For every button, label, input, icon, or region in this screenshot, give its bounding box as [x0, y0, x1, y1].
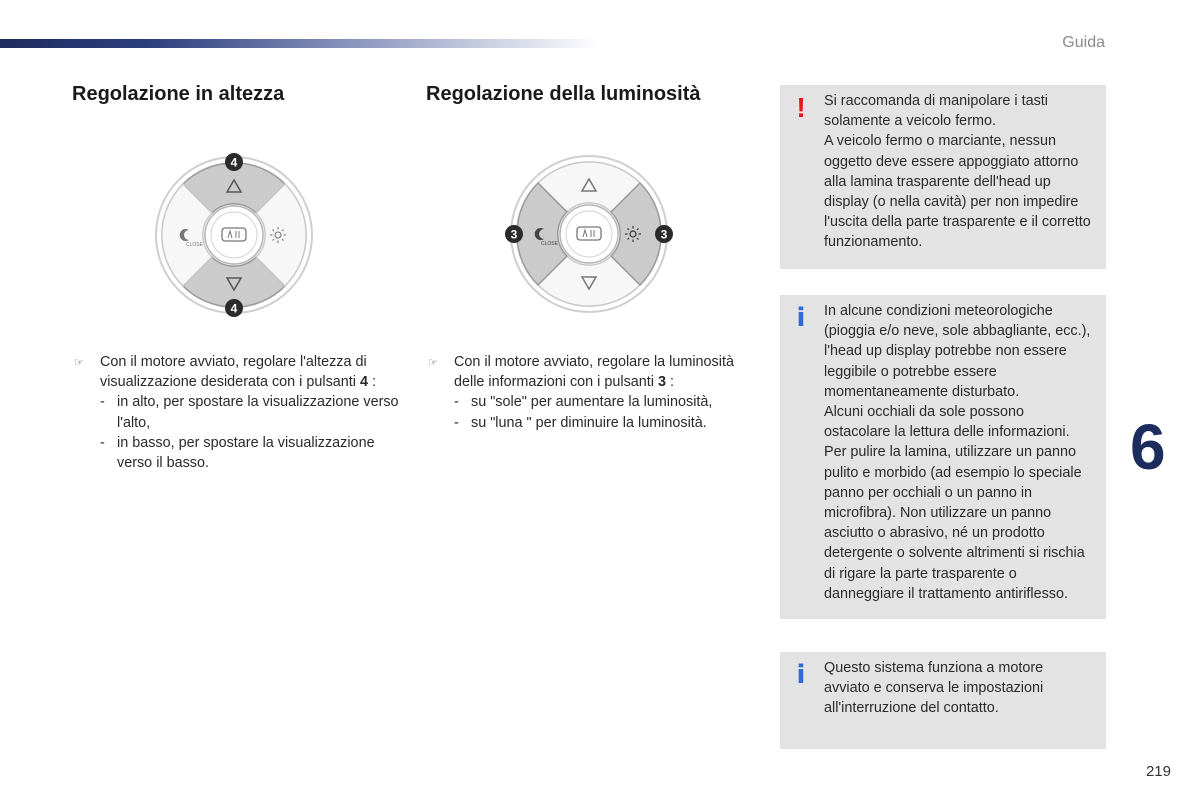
info-icon: i: [796, 303, 806, 333]
sub-item-moon: - su "luna " per diminuire la luminosità.: [454, 414, 707, 431]
sub-item-down: - in basso, per spostare la visualizzazione verso il basso.: [100, 434, 375, 472]
header-gradient-bar: [0, 39, 600, 48]
note-paragraph: A veicolo fermo o marciante, nessun oggetto deve essere appoggiato attorno alla lamina trasparente dell'head up display (o nella cavità) per non impedire l'uscita della parte trasparente e il corretto funzionamento.: [824, 133, 1091, 251]
height-instruction-text: Con il motore avviato, regolare l'altezza di visualizzazione desiderata con i pulsanti 4 :: [100, 354, 376, 391]
callout-badge-right: [655, 225, 673, 243]
svg-text:3: 3: [660, 227, 668, 242]
note-paragraph: Si raccomanda di manipolare i tasti solamente a veicolo fermo.: [824, 93, 1048, 130]
page-number: 219: [1145, 763, 1171, 780]
note-paragraph: Alcuni occhiali da sole possono ostacolare la lettura delle informazioni.: [824, 404, 1070, 441]
svg-text:4: 4: [230, 155, 238, 170]
warning-note: [780, 85, 1106, 269]
note-paragraph: In alcune condizioni meteorologiche (pioggia e/o neve, sole abbagliante, ecc.), l'head up display potrebbe non essere leggibile o potrebbe essere momentaneamente disturbato.: [824, 303, 1091, 400]
height-instructions: [74, 352, 400, 473]
brightness-instruction-text: Con il motore avviato, regolare la luminosità delle informazioni con i pulsanti 3 :: [454, 354, 734, 391]
note-paragraph: Questo sistema funziona a motore avviato e conserva le impostazioni all'interruzione del contatto.: [824, 660, 1044, 717]
chapter-number: 6: [1130, 411, 1166, 483]
height-adjustment-heading: Regolazione in altezza: [72, 83, 285, 105]
svg-text:4: 4: [230, 301, 238, 316]
hand-pointer-icon: ☞: [428, 357, 438, 369]
close-label: CLOSE: [541, 241, 558, 247]
height-control-diagram: [152, 150, 316, 320]
callout-badge-left: [505, 225, 523, 243]
note-paragraph: Per pulire la lamina, utilizzare un panno pulito e morbido (ad esempio lo speciale panno per occhiali o un panno in microfibra). Non utilizzare un panno asciutto o abrasivo, né un prodotto detergente o solvente altrimenti si rischia di rigare la parte trasparente o danneggiare il trattamento antiriflesso.: [824, 444, 1085, 602]
callout-badge-bottom: [225, 299, 243, 317]
info-note-settings: [780, 652, 1106, 749]
brightness-instructions: [428, 352, 754, 433]
close-label: CLOSE: [186, 242, 203, 248]
warning-icon: !: [796, 92, 806, 123]
sub-item-up: - in alto, per spostare la visualizzazione verso l'alto,: [100, 394, 399, 431]
callout-badge-top: [225, 153, 243, 171]
hand-pointer-icon: ☞: [74, 357, 84, 369]
brightness-control-diagram: [503, 152, 675, 316]
section-title: Guida: [1062, 34, 1105, 51]
sub-item-sun: - su "sole" per aumentare la luminosità,: [454, 394, 713, 411]
info-icon: i: [796, 660, 806, 690]
svg-text:3: 3: [510, 227, 518, 242]
brightness-adjustment-heading: Regolazione della luminosità: [426, 83, 701, 105]
info-note-weather: [780, 295, 1106, 619]
